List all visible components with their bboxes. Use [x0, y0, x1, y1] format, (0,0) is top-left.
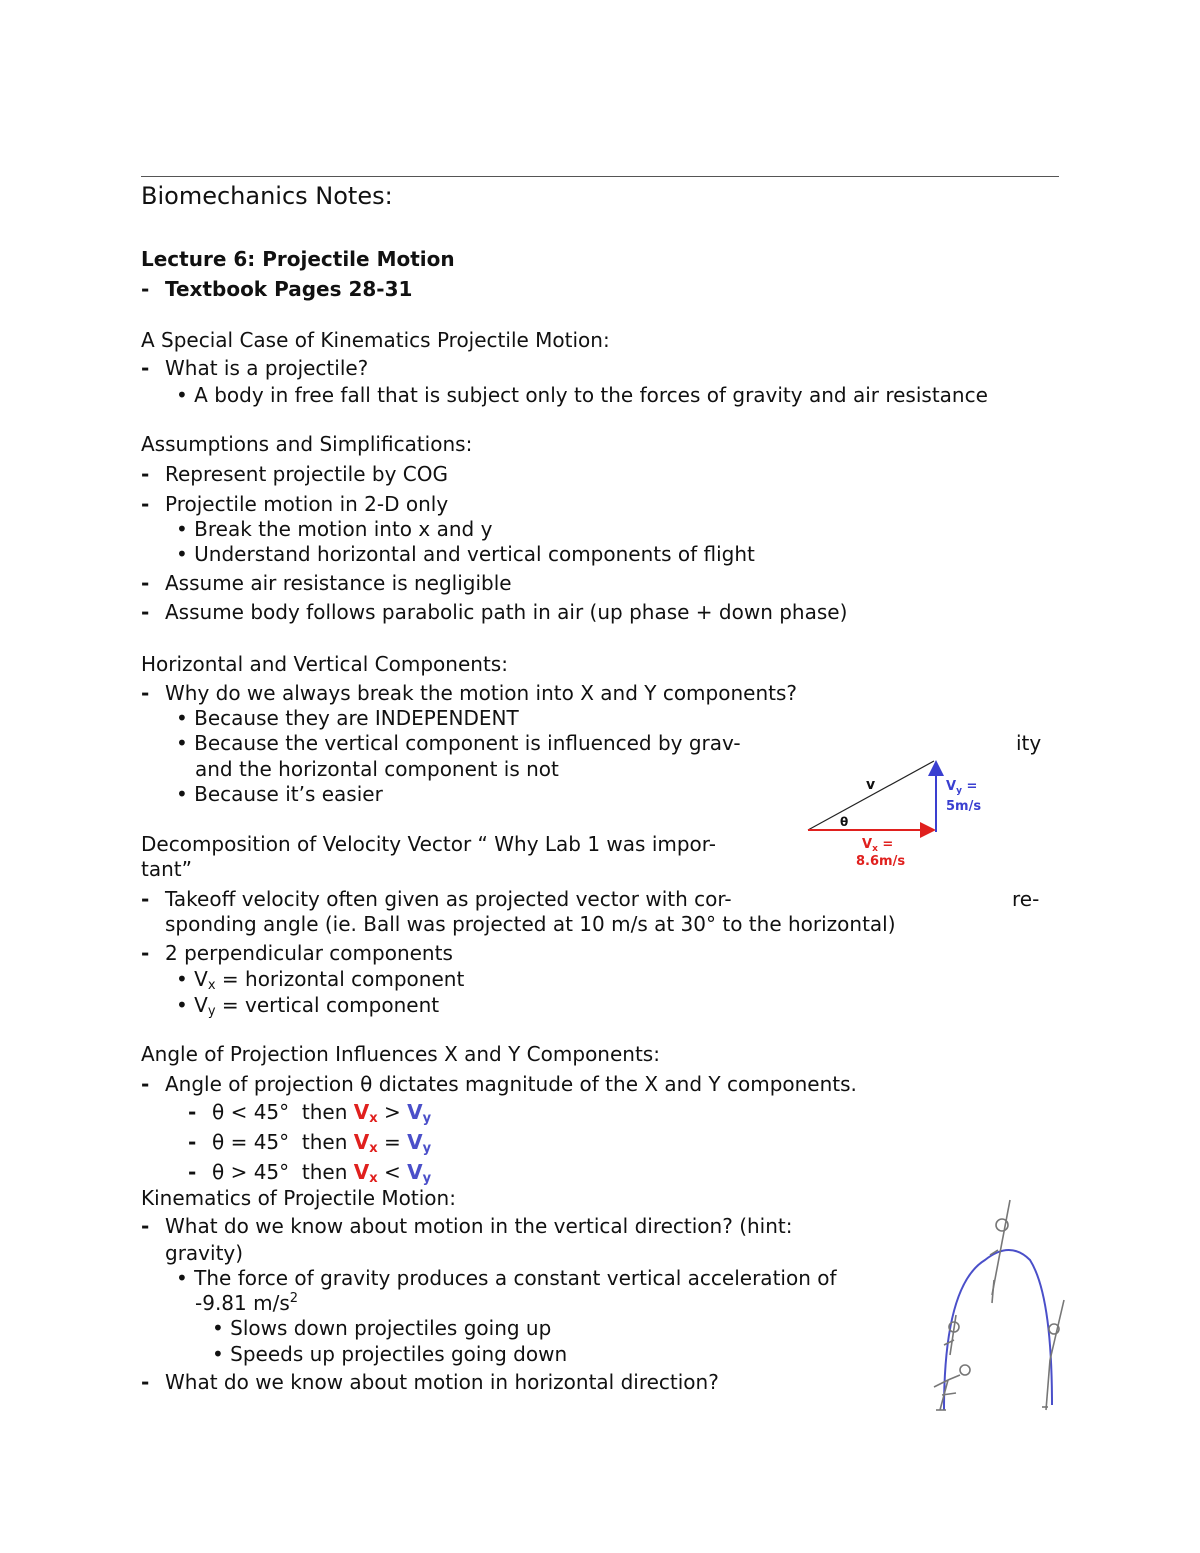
theta-label: θ — [840, 815, 849, 829]
list-item-continuation: re- — [1012, 887, 1040, 911]
vy-label: $V_y$ = — [946, 779, 978, 796]
section-heading-decomposition-cont: tant” — [141, 857, 192, 881]
list-item: • The force of gravity produces a constant vertical acceleration of — [176, 1266, 837, 1290]
list-item: - Takeoff velocity often given as projected vector with cor- — [141, 887, 732, 911]
list-item: • Because the vertical component is influenced by grav- — [176, 731, 741, 755]
resultant-velocity-line — [808, 761, 934, 830]
section-heading-components: Horizontal and Vertical Components: — [141, 652, 508, 676]
list-item: - What do we know about motion in horizontal direction? — [141, 1370, 719, 1394]
list-item: - What is a projectile? — [141, 356, 369, 380]
header-rule — [141, 176, 1059, 177]
list-item: • $V_y$ = vertical component — [176, 993, 440, 1019]
angle-row: - θ < 45° then $V_x > V_y$ — [188, 1100, 432, 1126]
vx-label: $V_x$ = — [862, 837, 894, 854]
list-item: • Speeds up projectiles going down — [212, 1342, 568, 1366]
list-item: - Represent projectile by COG — [141, 462, 448, 486]
vx-value: 8.6m/s — [856, 854, 906, 869]
list-item: - Assume body follows parabolic path in air (up phase + down phase) — [141, 600, 848, 624]
list-item: - Projectile motion in 2-D only — [141, 492, 449, 516]
list-item: - Angle of projection θ dictates magnitude of the X and Y components. — [141, 1072, 857, 1096]
list-item: • Break the motion into x and y — [176, 517, 493, 541]
list-item: • Slows down projectiles going up — [212, 1316, 552, 1340]
lecture-pages: - Textbook Pages 28-31 — [141, 277, 413, 301]
angle-row: - θ = 45° then $V_x = V_y$ — [188, 1130, 432, 1156]
list-item: • Because they are INDEPENDENT — [176, 706, 519, 730]
angle-row: - θ > 45° then $V_x < V_y$ — [188, 1160, 432, 1186]
page-title: Biomechanics Notes: — [141, 182, 393, 210]
list-item: - 2 perpendicular components — [141, 941, 453, 965]
vy-value: 5m/s — [946, 799, 982, 814]
velocity-vector-figure — [800, 752, 990, 872]
lecture-heading: Lecture 6: Projectile Motion — [141, 247, 455, 271]
list-item: • Understand horizontal and vertical components of flight — [176, 542, 755, 566]
section-heading-projectile: A Special Case of Kinematics Projectile Motion: — [141, 328, 610, 352]
list-item: - Why do we always break the motion into X and Y components? — [141, 681, 798, 705]
list-item: - Assume air resistance is negligible — [141, 571, 512, 595]
section-heading-kinematics: Kinematics of Projectile Motion: — [141, 1186, 456, 1210]
list-item: • $V_x$ = horizontal component — [176, 967, 465, 993]
list-item: gravity) — [165, 1241, 244, 1265]
list-item: sponding angle (ie. Ball was projected at 10 m/s at 30° to the horizontal) — [165, 912, 896, 936]
list-item: and the horizontal component is not — [195, 757, 559, 781]
parabolic-jump-figure — [920, 1195, 1070, 1420]
parabola-trajectory — [944, 1250, 1052, 1410]
section-heading-decomposition: Decomposition of Velocity Vector “ Why Lab 1 was impor- — [141, 832, 716, 856]
list-item: • Because it’s easier — [176, 782, 383, 806]
list-item: -9.81 $m/s^2$ — [195, 1291, 299, 1315]
list-item-continuation: ity — [1016, 731, 1042, 755]
v-label: v — [866, 777, 876, 793]
section-heading-angle: Angle of Projection Influences X and Y Components: — [141, 1042, 660, 1066]
list-item: • A body in free fall that is subject only to the forces of gravity and air resistance — [176, 383, 988, 407]
list-item: - What do we know about motion in the vertical direction? (hint: — [141, 1214, 793, 1238]
section-heading-assumptions: Assumptions and Simplifications: — [141, 432, 473, 456]
